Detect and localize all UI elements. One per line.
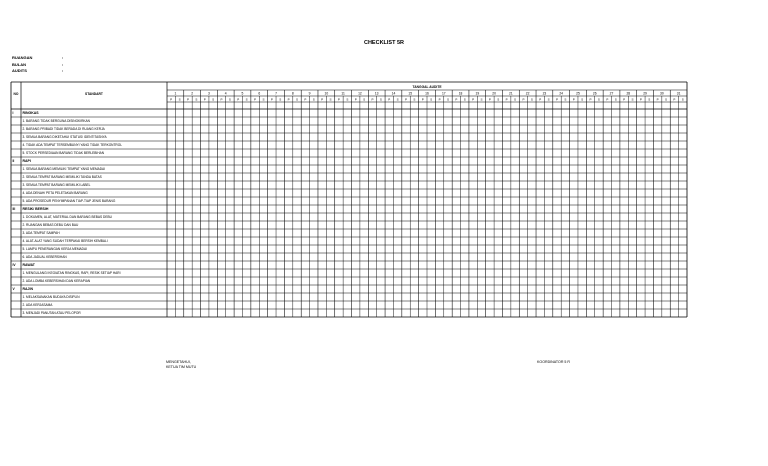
standard-header: STANDART [85, 92, 103, 96]
info-label: RUANGAN [12, 55, 33, 60]
day-label: 26 [592, 91, 597, 96]
sub-col-p: P [203, 97, 206, 102]
sub-col-p: P [220, 97, 223, 102]
day-label: 6 [258, 91, 261, 96]
standard-item: 2. ADA LOMBA KEBERSIHAN DAN KERAPIAN [22, 279, 91, 284]
day-label: 23 [542, 91, 547, 96]
sub-col-p: P [438, 97, 441, 102]
sub-col-p: P [673, 97, 676, 102]
standard-item: 3. ADA TEMPAT SAMPAH [22, 231, 60, 236]
standard-item: 1. SEMUA BARANG MEMILIKI TEMPAT YANG MEMADAI [22, 167, 106, 172]
sub-col-p: P [304, 97, 307, 102]
sub-col-s: S [279, 97, 282, 102]
info-colon: : [62, 55, 64, 60]
row-number: III [12, 207, 16, 212]
sub-col-s: S [379, 97, 382, 102]
date-group-header: TANGGAL AUDITE [412, 85, 442, 89]
sub-col-s: S [463, 97, 466, 102]
day-label: 27 [609, 91, 614, 96]
standard-item: 4. TIDAK ADA TEMPAT TERSEMBUNYI YANG TIDAK TERKONTROL [22, 143, 122, 148]
sub-col-s: S [228, 97, 231, 102]
sub-col-s: S [614, 97, 617, 102]
day-label: 7 [275, 91, 277, 96]
sub-col-p: P [421, 97, 424, 102]
sub-col-p: P [656, 97, 659, 102]
sub-col-s: S [363, 97, 366, 102]
day-label: 10 [324, 91, 329, 96]
standard-item: 1. MENGULANGI KEGIATAN RINGKAS, RAPI, RESIK SETIAP HARI [22, 271, 121, 276]
sub-col-s: S [413, 97, 416, 102]
sub-col-s: S [631, 97, 634, 102]
sub-col-p: P [287, 97, 290, 102]
info-label: BULAN [12, 62, 26, 67]
row-number: V [12, 287, 15, 292]
sub-col-p: P [337, 97, 340, 102]
sub-col-s: S [480, 97, 483, 102]
sub-col-p: P [354, 97, 357, 102]
standard-item: 5. LAMPU PENERANGAN KERJA MEMADAI [22, 247, 87, 252]
day-label: 16 [425, 91, 429, 96]
day-label: 28 [626, 91, 631, 96]
day-label: 29 [643, 91, 647, 96]
sub-col-p: P [505, 97, 508, 102]
sub-col-p: P [488, 97, 491, 102]
standard-item: 1. DOKUMEN, ALAT, MATERIAL DAN BARANG BEBAS DEBU [22, 215, 112, 220]
day-label: 8 [291, 91, 294, 96]
no-header: NO [13, 92, 19, 96]
day-label: 12 [358, 91, 362, 96]
standard-item: 6. ADA JADUAL KEBERSIHAN [22, 255, 67, 260]
sub-col-p: P [388, 97, 391, 102]
footer-mengetahui: MENGETAHUI, [166, 360, 191, 364]
standard-item: 5. ADA PROSEDUR PENYIMPANAN TIAP-TIAP JENIS BARANG [22, 199, 116, 204]
sub-col-s: S [597, 97, 600, 102]
sub-col-p: P [270, 97, 273, 102]
sub-col-s: S [514, 97, 517, 102]
sub-col-s: S [178, 97, 181, 102]
info-colon: : [62, 62, 64, 67]
day-label: 30 [660, 91, 664, 96]
day-label: 19 [475, 91, 480, 96]
sub-col-s: S [312, 97, 315, 102]
standard-item: 1. BARANG TIDAK BERGUNA DISINGKIRKAN [22, 119, 90, 124]
footer-left [166, 360, 196, 370]
standard-item: 1. MELAKSANAKAN BUDAYA DISIPLIN [22, 295, 80, 300]
sub-col-s: S [665, 97, 668, 102]
sub-col-s: S [446, 97, 449, 102]
sub-col-p: P [589, 97, 592, 102]
standard-item: 3. SEMUA TEMPAT BARANG MEMILIKI LABEL [22, 183, 91, 188]
sub-col-p: P [371, 97, 374, 102]
sub-col-s: S [212, 97, 215, 102]
sub-col-p: P [606, 97, 609, 102]
day-label: 25 [576, 91, 580, 96]
day-label: 21 [509, 91, 513, 96]
sub-col-p: P [321, 97, 324, 102]
row-number: I [12, 111, 14, 116]
sub-col-s: S [648, 97, 651, 102]
section-heading: RAWAT [22, 263, 35, 268]
info-colon: : [62, 68, 64, 73]
standard-item: 4. ADA DENAH/ PETA PELETAKAN BARANG [22, 191, 88, 196]
day-label: 17 [441, 91, 446, 96]
sub-col-p: P [555, 97, 559, 102]
day-label: 20 [492, 91, 496, 96]
sub-col-s: S [262, 97, 265, 102]
standard-item: 5. STOCK PERSEDIAAN BARANG TIDAK BERLEBIHAN [22, 151, 105, 156]
sub-col-s: S [564, 97, 567, 102]
day-label: 22 [525, 91, 530, 96]
section-heading: RAPI [22, 159, 31, 164]
day-label: 3 [208, 91, 210, 96]
standard-item: 3. SEMUA BARANG DIKETAHUI STATUS/ IDENTITASNYA [22, 135, 107, 140]
day-label: 5 [241, 91, 244, 96]
sub-col-p: P [639, 97, 642, 102]
sub-col-p: P [254, 97, 257, 102]
sub-col-s: S [329, 97, 332, 102]
sub-col-s: S [195, 97, 198, 102]
sub-col-s: S [581, 97, 584, 102]
sub-col-p: P [623, 97, 626, 102]
sub-col-s: S [245, 97, 248, 102]
day-label: 4 [224, 91, 227, 96]
sub-col-s: S [547, 97, 550, 102]
day-label: 1 [174, 91, 177, 96]
sub-col-s: S [497, 97, 500, 102]
sub-col-p: P [170, 97, 173, 102]
footer-right: KOORDINATOR 5 R [537, 360, 571, 364]
standard-item: 2. BARANG PRIBADI TIDAK BERADA DI RUANG KERJA [22, 127, 105, 132]
row-number: II [12, 159, 15, 164]
section-heading: RINGKAS [22, 111, 39, 116]
sub-col-p: P [539, 97, 542, 102]
row-number: IV [12, 263, 16, 268]
sub-col-p: P [522, 97, 525, 102]
day-label: 15 [408, 91, 413, 96]
day-label: 31 [676, 91, 681, 96]
day-label: 24 [559, 91, 564, 96]
sub-col-p: P [405, 97, 408, 102]
sub-col-s: S [295, 97, 299, 102]
sub-col-p: P [455, 97, 458, 102]
sub-col-s: S [530, 97, 533, 102]
page-title: CHECKLIST 5R [363, 40, 405, 46]
standard-item: 3. MENJADI PANUTAN ATAU PELOPOR [22, 311, 81, 316]
day-label: 14 [391, 91, 396, 96]
info-label: AUDITS [12, 68, 27, 73]
sub-col-p: P [472, 97, 475, 102]
day-label: 13 [374, 91, 379, 96]
sub-col-s: S [430, 97, 433, 102]
sub-col-s: S [346, 97, 349, 102]
section-heading: RAJIN [22, 287, 34, 292]
day-label: 9 [308, 91, 311, 96]
standard-item: 4. ALAT-ALAT YANG SUDAH TERPAKAI BERSIH KEMBALI [22, 239, 108, 244]
standard-item: 2. RUANGAN BEBAS DEBU DAN BAU [22, 223, 79, 228]
day-label: 11 [341, 91, 345, 96]
standard-item: 2. ADA KERJASAMA [22, 303, 53, 308]
sub-col-p: P [237, 97, 240, 102]
footer-ketua: KETUA TIM MUTU [166, 365, 197, 369]
sub-col-p: P [186, 97, 189, 102]
standard-item: 2. SEMUA TEMPAT BARANG MEMILIKI TANDA BATAS [22, 175, 102, 180]
sub-col-s: S [396, 97, 399, 102]
sub-col-s: S [681, 97, 684, 102]
day-label: 2 [191, 91, 194, 96]
section-heading: RESIK/ BERSIH [22, 207, 49, 212]
sub-col-p: P [572, 97, 575, 102]
day-label: 18 [458, 91, 463, 96]
